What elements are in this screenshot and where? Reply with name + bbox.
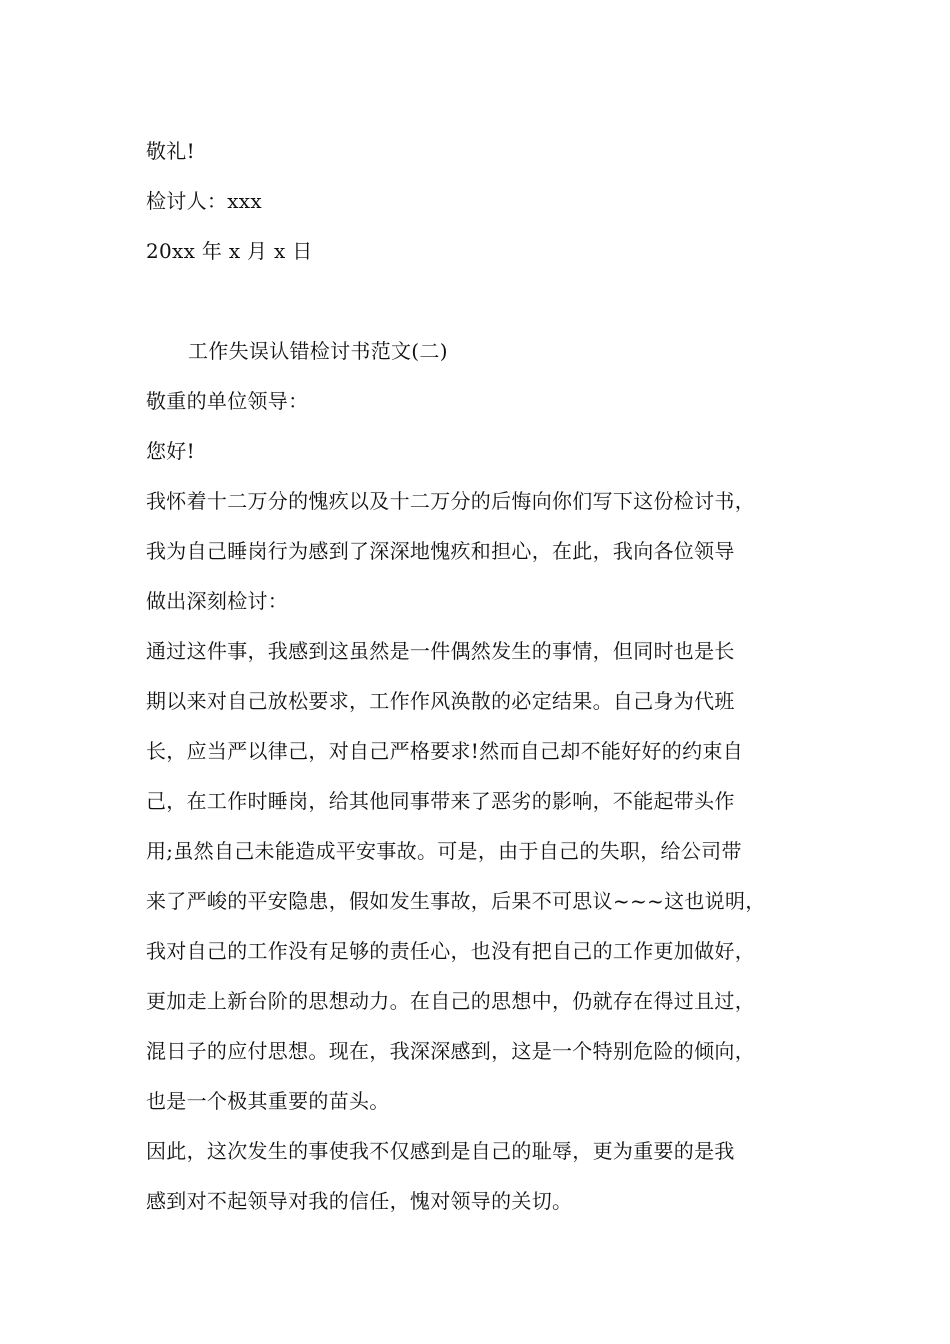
body-line: 混日子的应付思想。现在，我深深感到，这是一个特别危险的倾向， [146,1039,755,1063]
section-title: 工作失误认错检讨书范文(二) [188,339,448,363]
body-line: 期以来对自己放松要求，工作作风涣散的必定结果。自己身为代班 [146,689,735,713]
body-line: 也是一个极其重要的苗头。 [146,1089,390,1113]
body-line: 来了严峻的平安隐患，假如发生事故，后果不可思议~~~这也说明， [146,889,766,913]
closing-date: 20xx 年 x 月 x 日 [146,239,313,263]
body-line: 通过这件事，我感到这虽然是一件偶然发生的事情，但同时也是长 [146,639,735,663]
greeting-addressee: 敬重的单位领导： [146,389,309,413]
greeting-hello: 您好! [146,439,195,463]
body-line: 更加走上新台阶的思想动力。在自己的思想中，仍就存在得过且过， [146,989,755,1013]
body-line: 用;虽然自己未能造成平安事故。可是，由于自己的失职，给公司带 [146,839,742,863]
body-line: 感到对不起领导对我的信任，愧对领导的关切。 [146,1189,573,1213]
body-line: 做出深刻检讨： [146,589,289,613]
closing-author: 检讨人：xxx [146,189,262,213]
closing-salute: 敬礼! [146,139,195,163]
body-line: 因此，这次发生的事使我不仅感到是自己的耻辱，更为重要的是我 [146,1139,735,1163]
body-line: 我怀着十二万分的愧疚以及十二万分的后悔向你们写下这份检讨书， [146,489,755,513]
body-line: 己，在工作时睡岗，给其他同事带来了恶劣的影响，不能起带头作 [146,789,735,813]
body-line: 我为自己睡岗行为感到了深深地愧疚和担心，在此，我向各位领导 [146,539,735,563]
body-line: 我对自己的工作没有足够的责任心，也没有把自己的工作更加做好， [146,939,755,963]
body-line: 长，应当严以律己，对自己严格要求!然而自己却不能好好的约束自 [146,739,744,763]
